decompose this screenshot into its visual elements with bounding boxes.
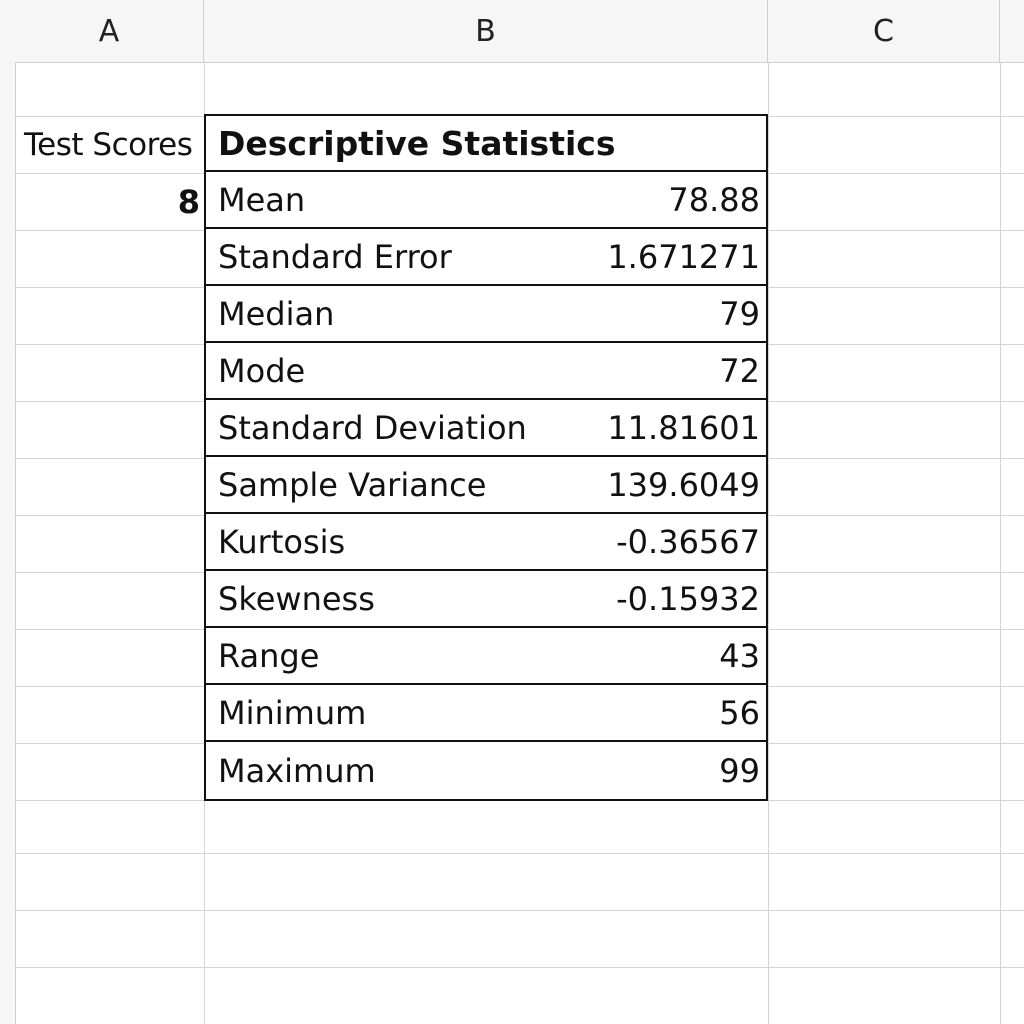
stat-value: 43: [719, 636, 760, 675]
stat-label: Standard Deviation: [218, 408, 527, 447]
table-row[interactable]: [206, 571, 766, 628]
table-row[interactable]: [206, 628, 766, 685]
stat-value: -0.36567: [616, 522, 760, 561]
descriptive-statistics-table: [204, 114, 768, 801]
table-row[interactable]: [206, 343, 766, 400]
table-row[interactable]: [206, 172, 766, 229]
gridline-horizontal: [15, 853, 1024, 854]
stat-value: 11.81601: [607, 408, 760, 447]
stat-label: Skewness: [218, 579, 375, 618]
table-row[interactable]: [206, 742, 766, 799]
table-row[interactable]: [206, 286, 766, 343]
stat-value: 99: [719, 751, 760, 790]
stat-label: Minimum: [218, 693, 367, 732]
stat-label: Sample Variance: [218, 465, 487, 504]
gridline-horizontal: [15, 967, 1024, 968]
stat-label: Mean: [218, 180, 306, 219]
stat-label: Maximum: [218, 751, 376, 790]
table-row[interactable]: [206, 457, 766, 514]
column-header-next[interactable]: [1000, 0, 1024, 62]
stat-value: 78.88: [668, 180, 760, 219]
cell-a-title[interactable]: Test Scores: [24, 126, 193, 163]
table-row[interactable]: [206, 400, 766, 457]
cell-a-value[interactable]: 8: [177, 182, 200, 221]
row-header-strip: [0, 62, 16, 1024]
column-header-a[interactable]: A: [15, 0, 204, 62]
stats-table-header[interactable]: Descriptive Statistics: [206, 116, 766, 172]
table-row[interactable]: [206, 685, 766, 742]
stat-label: Mode: [218, 351, 306, 390]
stat-label: Median: [218, 294, 335, 333]
stat-value: 1.671271: [607, 237, 760, 276]
gridline-horizontal: [15, 910, 1024, 911]
table-row[interactable]: [206, 229, 766, 286]
stat-label: Kurtosis: [218, 522, 346, 561]
stat-value: 56: [719, 693, 760, 732]
stat-value: 79: [719, 294, 760, 333]
stat-value: 72: [719, 351, 760, 390]
column-header-c[interactable]: C: [768, 0, 1000, 62]
gridline-vertical: [768, 62, 769, 1024]
stat-value: 139.6049: [607, 465, 760, 504]
table-row[interactable]: [206, 514, 766, 571]
stat-value: -0.15932: [616, 579, 760, 618]
stat-label: Range: [218, 636, 320, 675]
stat-label: Standard Error: [218, 237, 452, 276]
column-header-row: [0, 0, 1024, 63]
gridline-vertical: [1000, 62, 1001, 1024]
column-header-b[interactable]: B: [204, 0, 768, 62]
